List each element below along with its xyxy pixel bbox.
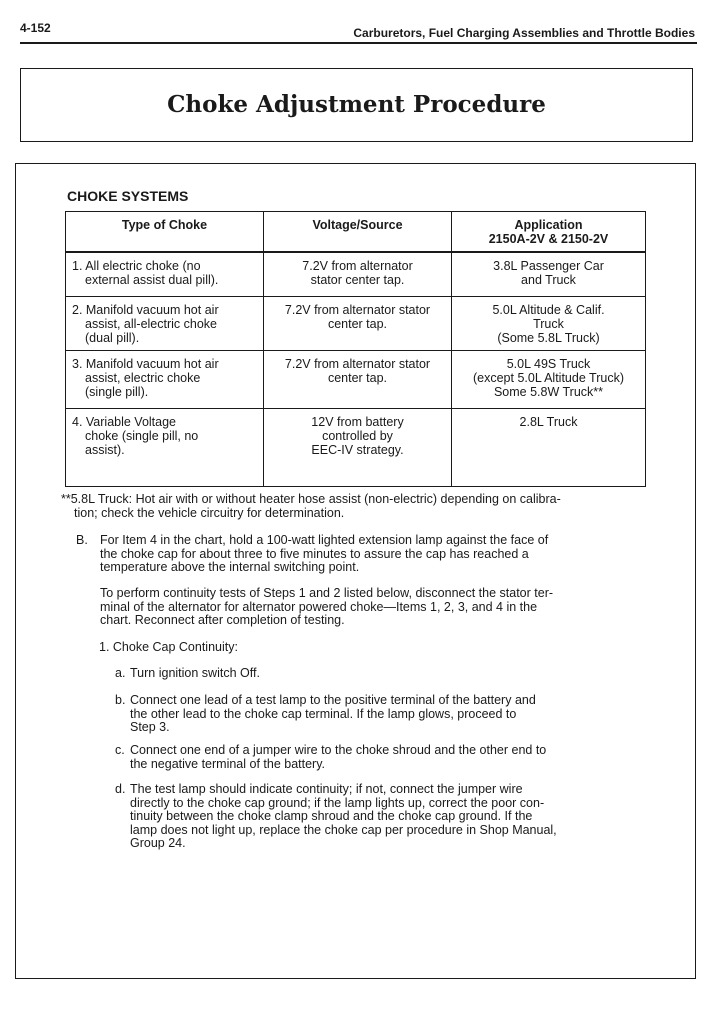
table-row bbox=[66, 297, 646, 351]
substep-marker: d. bbox=[115, 782, 126, 796]
voltage-line: center tap. bbox=[327, 317, 388, 331]
application-line: (Some 5.8L Truck) bbox=[497, 331, 600, 345]
table-header-row bbox=[66, 212, 646, 252]
substep-b bbox=[115, 694, 655, 735]
choke-systems-heading: CHOKE SYSTEMS bbox=[67, 188, 189, 204]
type-line: assist, all-electric choke bbox=[85, 317, 217, 331]
voltage-line: stator center tap. bbox=[310, 272, 405, 287]
application-line: 3.8L Passenger Car bbox=[493, 258, 604, 273]
voltage-line: controlled by bbox=[322, 429, 393, 443]
substep-text bbox=[115, 667, 655, 681]
type-line: 2. Manifold vacuum hot air bbox=[72, 303, 219, 317]
table-cell-application bbox=[452, 297, 646, 351]
type-line: (single pill). bbox=[85, 385, 149, 399]
substep-marker: c. bbox=[115, 743, 125, 757]
table-row bbox=[66, 409, 646, 487]
voltage-line: 7.2V from alternator bbox=[302, 258, 413, 273]
column-header-application-models: 2150A-2V & 2150-2V bbox=[488, 232, 609, 246]
substep-line: lamp does not light up, replace the choke cap per procedure in Shop Manual, bbox=[130, 822, 557, 837]
voltage-line: 7.2V from alternator stator bbox=[284, 303, 431, 317]
voltage-line: EEC-IV strategy. bbox=[311, 443, 404, 457]
item-b-line: For Item 4 in the chart, hold a 100-watt lighted extension lamp against the face of bbox=[100, 533, 549, 547]
substep-text bbox=[115, 783, 655, 851]
column-header-voltage: Voltage/Source bbox=[264, 212, 452, 252]
application-line: (except 5.0L Altitude Truck) bbox=[472, 371, 624, 385]
table-row bbox=[66, 252, 646, 297]
table-cell-voltage bbox=[264, 351, 452, 409]
page-number: 4-152 bbox=[20, 21, 51, 35]
step-1-heading bbox=[99, 641, 599, 655]
substep-line: Step 3. bbox=[130, 720, 170, 734]
voltage-line: center tap. bbox=[327, 371, 388, 385]
application-line: 5.0L Altitude & Calif. bbox=[492, 303, 605, 317]
footnote-line: tion; check the vehicle circuitry for determination. bbox=[74, 506, 345, 520]
column-header-application bbox=[452, 212, 646, 252]
step-1-label: 1. Choke Cap Continuity: bbox=[99, 640, 238, 654]
substep-text bbox=[115, 694, 655, 735]
application-line: 5.0L 49S Truck bbox=[506, 357, 591, 371]
table-cell-voltage bbox=[264, 297, 452, 351]
type-line: assist, electric choke bbox=[85, 371, 201, 385]
substep-line: The test lamp should indicate continuity; if not, connect the jumper wire bbox=[130, 782, 523, 796]
header-rule bbox=[20, 42, 697, 44]
substep-line: directly to the choke cap ground; if the lamp lights up, correct the poor con- bbox=[130, 795, 545, 810]
table-cell-application bbox=[452, 252, 646, 297]
footnote bbox=[61, 492, 661, 520]
substep-c bbox=[115, 744, 655, 771]
substep-text bbox=[115, 744, 655, 771]
voltage-line: 7.2V from alternator stator bbox=[284, 357, 431, 371]
item-b-line: the choke cap for about three to five minutes to assure the cap has reached a bbox=[100, 546, 529, 561]
type-line: 3. Manifold vacuum hot air bbox=[72, 357, 219, 371]
page-header bbox=[0, 0, 717, 44]
section-title: Carburetors, Fuel Charging Assemblies and Throttle Bodies bbox=[353, 26, 695, 40]
substep-line: Group 24. bbox=[130, 836, 186, 850]
continuity-intro-line: To perform continuity tests of Steps 1 and 2 listed below, disconnect the stator ter- bbox=[100, 586, 554, 600]
table-cell-type bbox=[66, 297, 264, 351]
application-line: Some 5.8W Truck** bbox=[493, 385, 604, 399]
application-line: 2.8L Truck bbox=[519, 415, 578, 429]
page-title: Choke Adjustment Procedure bbox=[167, 91, 546, 118]
type-line: external assist dual pill). bbox=[85, 272, 219, 287]
table-cell-application bbox=[452, 351, 646, 409]
table-cell-application bbox=[452, 409, 646, 487]
table-cell-type bbox=[66, 351, 264, 409]
choke-systems-table bbox=[65, 211, 646, 487]
application-line: Truck bbox=[533, 317, 564, 331]
substep-line: Connect one end of a jumper wire to the choke shroud and the other end to bbox=[130, 743, 547, 757]
substep-d bbox=[115, 783, 655, 851]
table-cell-voltage bbox=[264, 409, 452, 487]
substep-line: the negative terminal of the battery. bbox=[130, 756, 326, 771]
title-box bbox=[20, 68, 693, 142]
type-line: choke (single pill, no bbox=[85, 429, 199, 443]
column-header-type: Type of Choke bbox=[66, 212, 264, 252]
table-cell-type bbox=[66, 409, 264, 487]
item-b bbox=[76, 534, 656, 575]
column-header-application-line: Application bbox=[514, 218, 583, 232]
table-cell-voltage bbox=[264, 252, 452, 297]
item-b-line: temperature above the internal switching point. bbox=[100, 560, 360, 574]
substep-line: Turn ignition switch Off. bbox=[130, 666, 260, 680]
type-line: 4. Variable Voltage bbox=[72, 415, 177, 429]
voltage-line: 12V from battery bbox=[311, 415, 404, 429]
substep-marker: b. bbox=[115, 693, 126, 707]
substep-line: Connect one lead of a test lamp to the positive terminal of the battery and bbox=[130, 693, 536, 707]
application-line: and Truck bbox=[521, 272, 576, 287]
item-b-text bbox=[76, 534, 656, 575]
continuity-intro bbox=[100, 587, 660, 628]
table-cell-type bbox=[66, 252, 264, 297]
footnote-line: **5.8L Truck: Hot air with or without heater hose assist (non-electric) depending on calibra- bbox=[61, 492, 561, 506]
substep-line: the other lead to the choke cap terminal. If the lamp glows, proceed to bbox=[130, 706, 517, 721]
substep-line: tinuity between the choke clamp shroud and the choke cap ground. If the bbox=[130, 809, 533, 823]
table-row bbox=[66, 351, 646, 409]
substep-a bbox=[115, 667, 655, 681]
substep-marker: a. bbox=[115, 666, 126, 680]
item-b-marker: B. bbox=[76, 533, 88, 547]
continuity-intro-line: chart. Reconnect after completion of testing. bbox=[100, 613, 345, 627]
content-box bbox=[15, 163, 696, 979]
type-line: (dual pill). bbox=[85, 331, 140, 345]
type-line: assist). bbox=[85, 443, 125, 457]
continuity-intro-line: minal of the alternator for alternator powered choke—Items 1, 2, 3, and 4 in the bbox=[100, 599, 538, 614]
type-line: 1. All electric choke (no bbox=[72, 258, 201, 273]
